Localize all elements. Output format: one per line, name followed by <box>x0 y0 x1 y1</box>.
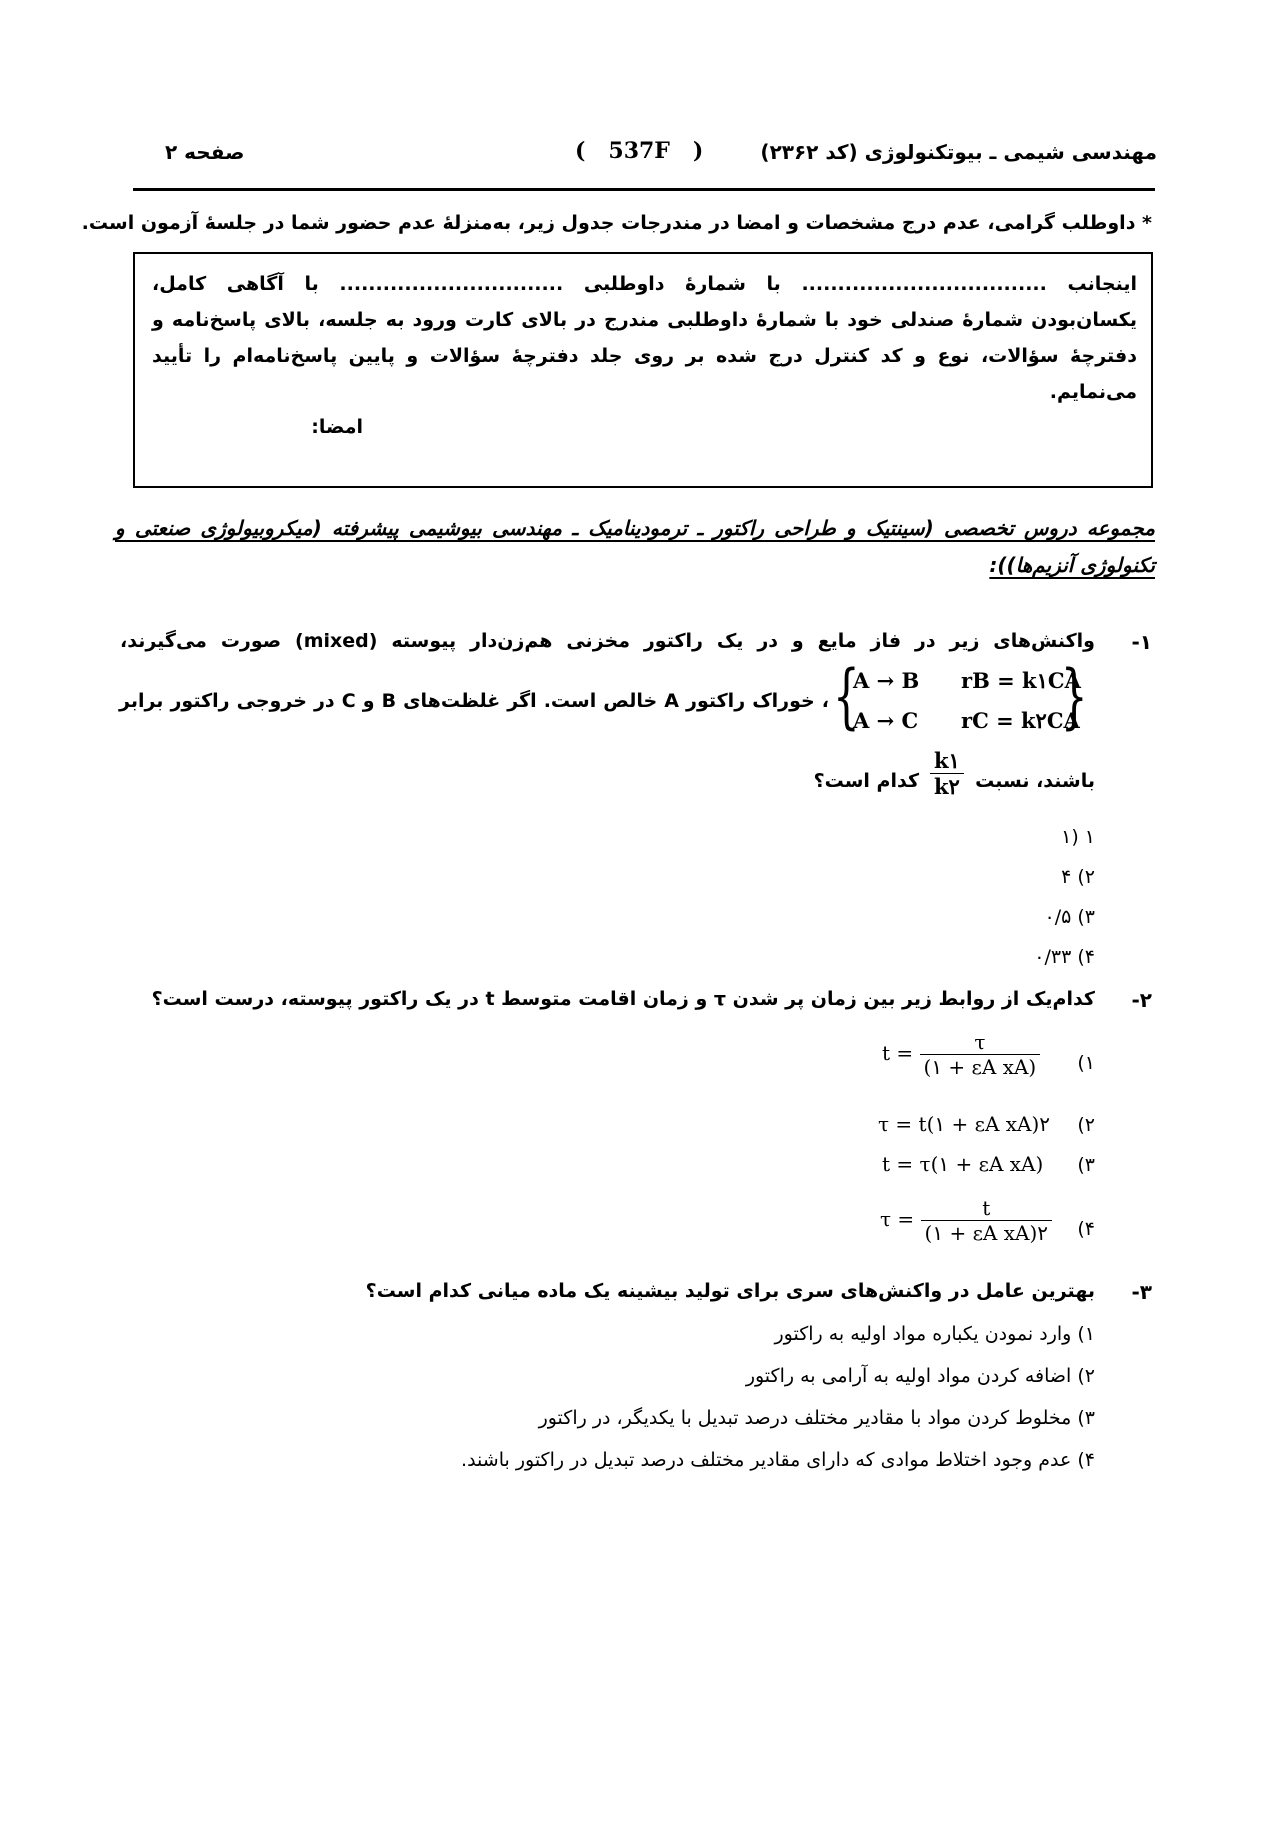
q1-option-1[interactable]: ۱ (۱ <box>1061 826 1095 848</box>
reaction-2: A → C <box>853 708 919 733</box>
q2-option-1-lhs: t = <box>882 1041 914 1065</box>
question-2-number: ۲- <box>1131 988 1152 1012</box>
booklet-code: ( 537F ) <box>575 138 704 164</box>
right-brace: } <box>1061 655 1088 737</box>
q2-option-1-formula <box>882 1030 1040 1079</box>
q2-option-1-num: τ <box>920 1030 1041 1055</box>
question-1-line3b: کدام است؟ <box>813 770 919 792</box>
q2-option-4-label[interactable]: ۴) <box>1077 1218 1095 1240</box>
q2-option-3-formula: t = τ(۱ + εA xA) <box>882 1152 1044 1176</box>
question-3-number: ۳- <box>1131 1280 1152 1304</box>
question-1-line3: باشند، نسبت <box>975 770 1095 792</box>
signature-label: امضا: <box>311 416 363 438</box>
q1-option-4[interactable]: ۴) ۰/۳۳ <box>1034 946 1095 968</box>
question-1-line1: واکنش‌های زیر در فاز مایع و در یک راکتور مخزنی هم‌زن‌دار پیوسته (mixed) صورت می‌گیرند، <box>120 630 1095 652</box>
q2-option-2-label[interactable]: ۲) <box>1077 1114 1095 1136</box>
q3-option-4[interactable]: ۴) عدم وجود اختلاط موادی که دارای مقادیر مختلف درصد تبدیل در راکتور باشند. <box>461 1449 1095 1471</box>
q2-option-1-den: (۱ + εA xA) <box>923 1055 1037 1079</box>
q2-option-4-den: (۱ + εA xA)۲ <box>924 1221 1048 1245</box>
q1-option-2[interactable]: ۲) ۴ <box>1061 866 1095 888</box>
q2-option-2-formula: τ = t(۱ + εA xA)۲ <box>878 1112 1051 1136</box>
question-1-line2: ، خوراک راکتور A خالص است. اگر غلظت‌های B و C در خروجی راکتور برابر <box>119 690 829 712</box>
ratio-numerator: k۱ <box>930 748 964 774</box>
course-title: مهندسی شیمی ـ بیوتکنولوژی (کد ۲۳۶۲) <box>760 140 1157 164</box>
q1-option-3[interactable]: ۳) ۰/۵ <box>1044 906 1095 928</box>
rate-1: rB = k۱CA <box>961 668 1081 693</box>
q2-option-4-num: t <box>921 1196 1052 1221</box>
q2-option-4-lhs: τ = <box>880 1207 915 1231</box>
ratio-fraction <box>930 748 964 799</box>
section-title <box>115 510 1155 584</box>
declaration-box <box>133 252 1153 488</box>
page-number: صفحه ۲ <box>165 140 245 164</box>
q2-option-4-formula <box>880 1196 1052 1245</box>
q3-option-2[interactable]: ۲) اضافه کردن مواد اولیه به آرامی به راکتور <box>745 1365 1095 1387</box>
declaration-text: اینجانب .................................. با شمارهٔ داوطلبی ............................... با آگاهی کامل، یکسان‌بودن شمارهٔ صندلی خود با شمارهٔ داوطلبی مندرج در بالای کارت ورود به جلسه، بالای پاسخ‌نامه و دفترچهٔ سؤالات، نوع و کد کنترل درج شده بر روی جلد دفترچهٔ سؤالات و پایین پاسخ‌نامه‌ام را تأیید می‌نمایم. <box>152 273 1137 403</box>
reaction-system <box>833 655 1088 746</box>
reaction-1: A → B <box>853 668 920 693</box>
candidate-notice: * داوطلب گرامی، عدم درج مشخصات و امضا در مندرجات جدول زیر، به‌منزلهٔ عدم حضور شما در جلسهٔ آزمون است. <box>81 212 1152 234</box>
q3-option-1[interactable]: ۱) وارد نمودن یکباره مواد اولیه به راکتور <box>774 1323 1095 1345</box>
q2-option-1-label[interactable]: ۱) <box>1077 1052 1095 1074</box>
section-title-text: مجموعه دروس تخصصی (سینتیک و طراحی راکتور ـ ترمودینامیک ـ مهندسی بیوشیمی پیشرفته (میکروبیولوژی صنعتی و تکنولوژی آنزیم‌ها)): <box>115 516 1155 577</box>
q3-option-3[interactable]: ۳) مخلوط کردن مواد با مقادیر مختلف درصد تبدیل با یکدیگر، در راکتور <box>538 1407 1095 1429</box>
q2-option-3-label[interactable]: ۳) <box>1077 1154 1095 1176</box>
rate-2: rC = k۲CA <box>961 708 1080 733</box>
question-1-number: ۱- <box>1131 630 1152 654</box>
question-3-text: بهترین عامل در واکنش‌های سری برای تولید بیشینه یک ماده میانی کدام است؟ <box>365 1280 1095 1302</box>
question-2-text: کدام‌یک از روابط زیر بین زمان پر شدن τ و زمان اقامت متوسط t در یک راکتور پیوسته، درست است؟ <box>151 988 1095 1010</box>
ratio-denominator: k۲ <box>934 774 960 799</box>
left-brace: { <box>833 655 860 737</box>
header-divider <box>133 188 1155 191</box>
